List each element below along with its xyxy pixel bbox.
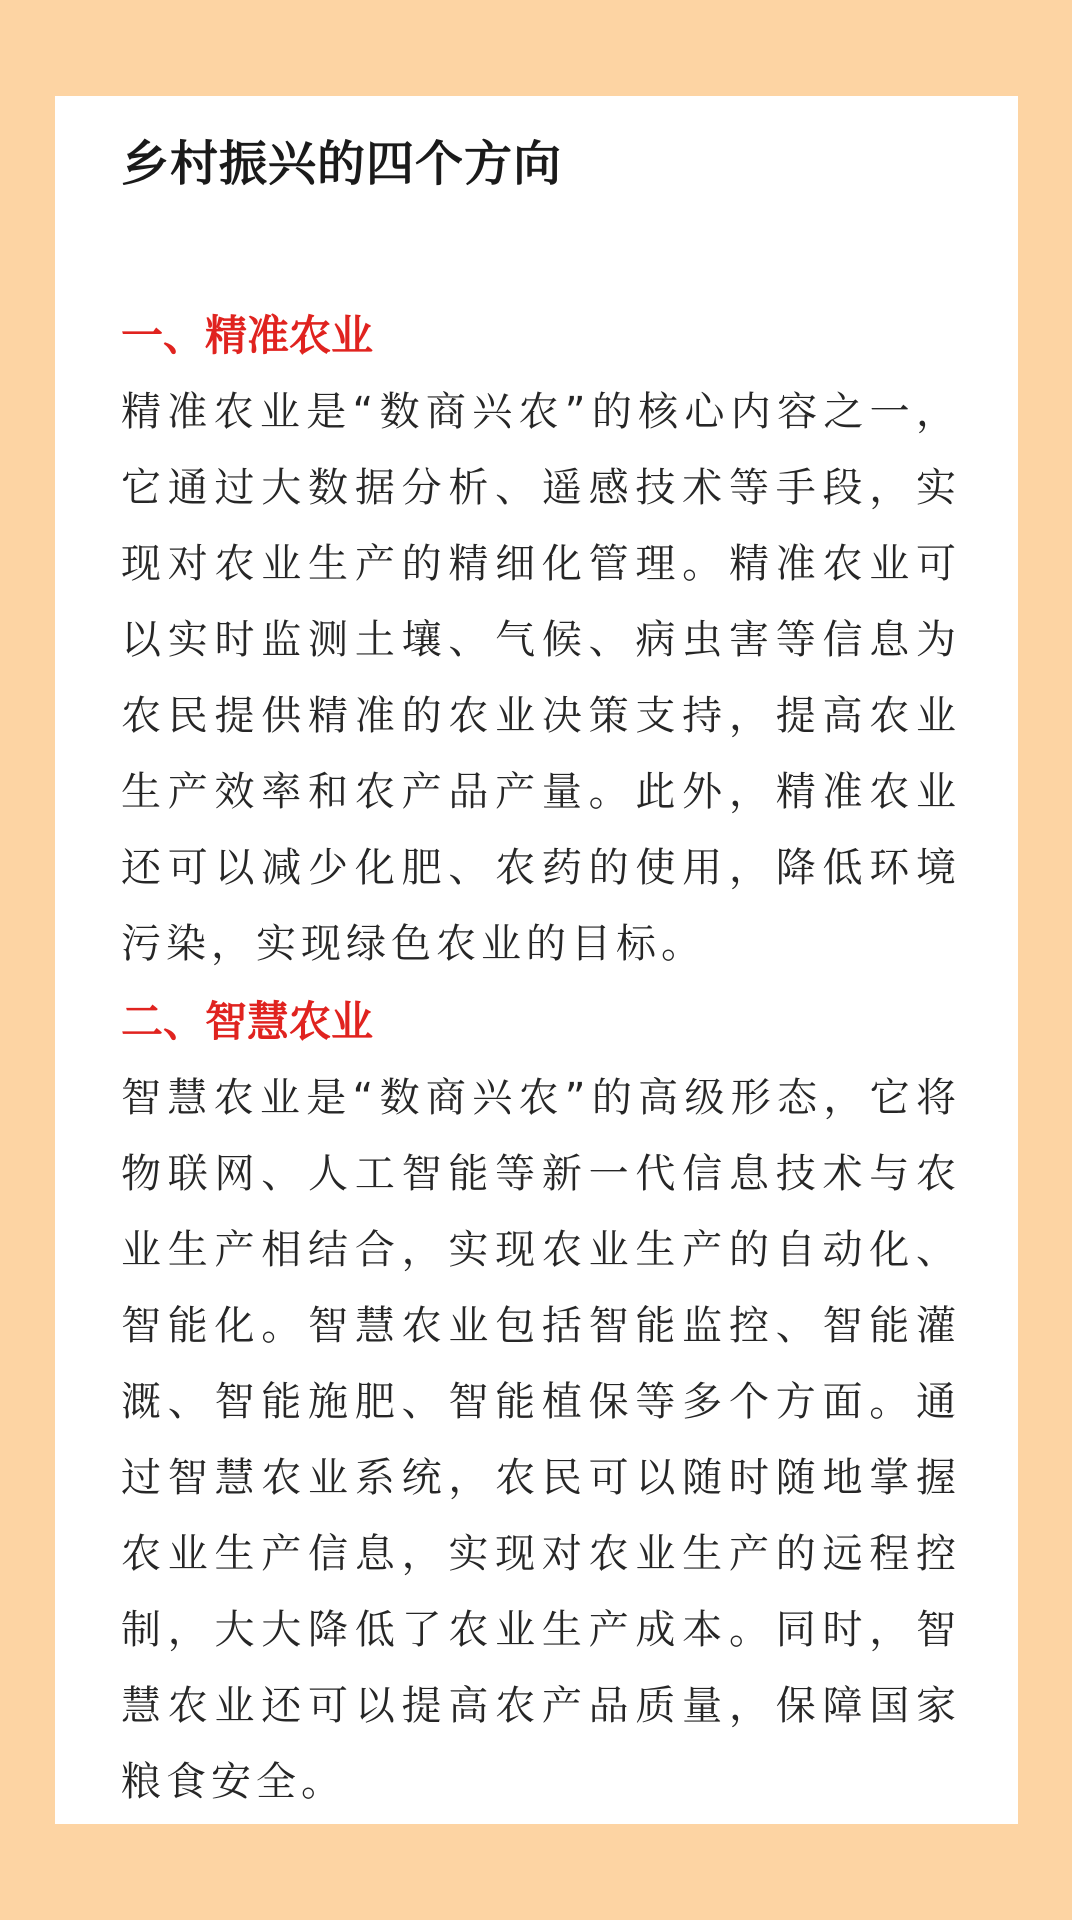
- article-title: 乡村振兴的四个方向: [121, 136, 563, 192]
- section-heading: 二、智慧农业: [121, 997, 374, 1046]
- section-heading: 一、精准农业: [121, 311, 374, 360]
- section-precision-agriculture: [121, 298, 961, 982]
- section-body: 智慧农业是“数商兴农”的高级形态，它将物联网、人工智能等新一代信息技术与农业生产相结合，实现农业生产的自动化、智能化。智慧农业包括智能监控、智能灌溉、智能施肥、智能植保等多个方面。通过智慧农业系统，农民可以随时随地掌握农业生产信息，实现对农业生产的远程控制，大大降低了农业生产成本。同时，智慧农业还可以提高农产品质量，保障国家粮食安全。: [121, 1075, 961, 1805]
- section-smart-agriculture: [121, 984, 961, 1820]
- section-body: 精准农业是“数商兴农”的核心内容之一，它通过大数据分析、遥感技术等手段，实现对农业生产的精细化管理。精准农业可以实时监测土壤、气候、病虫害等信息为农民提供精准的农业决策支持，提高农业生产效率和农产品产量。此外，精准农业还可以减少化肥、农药的使用，降低环境污染，实现绿色农业的目标。: [121, 389, 961, 967]
